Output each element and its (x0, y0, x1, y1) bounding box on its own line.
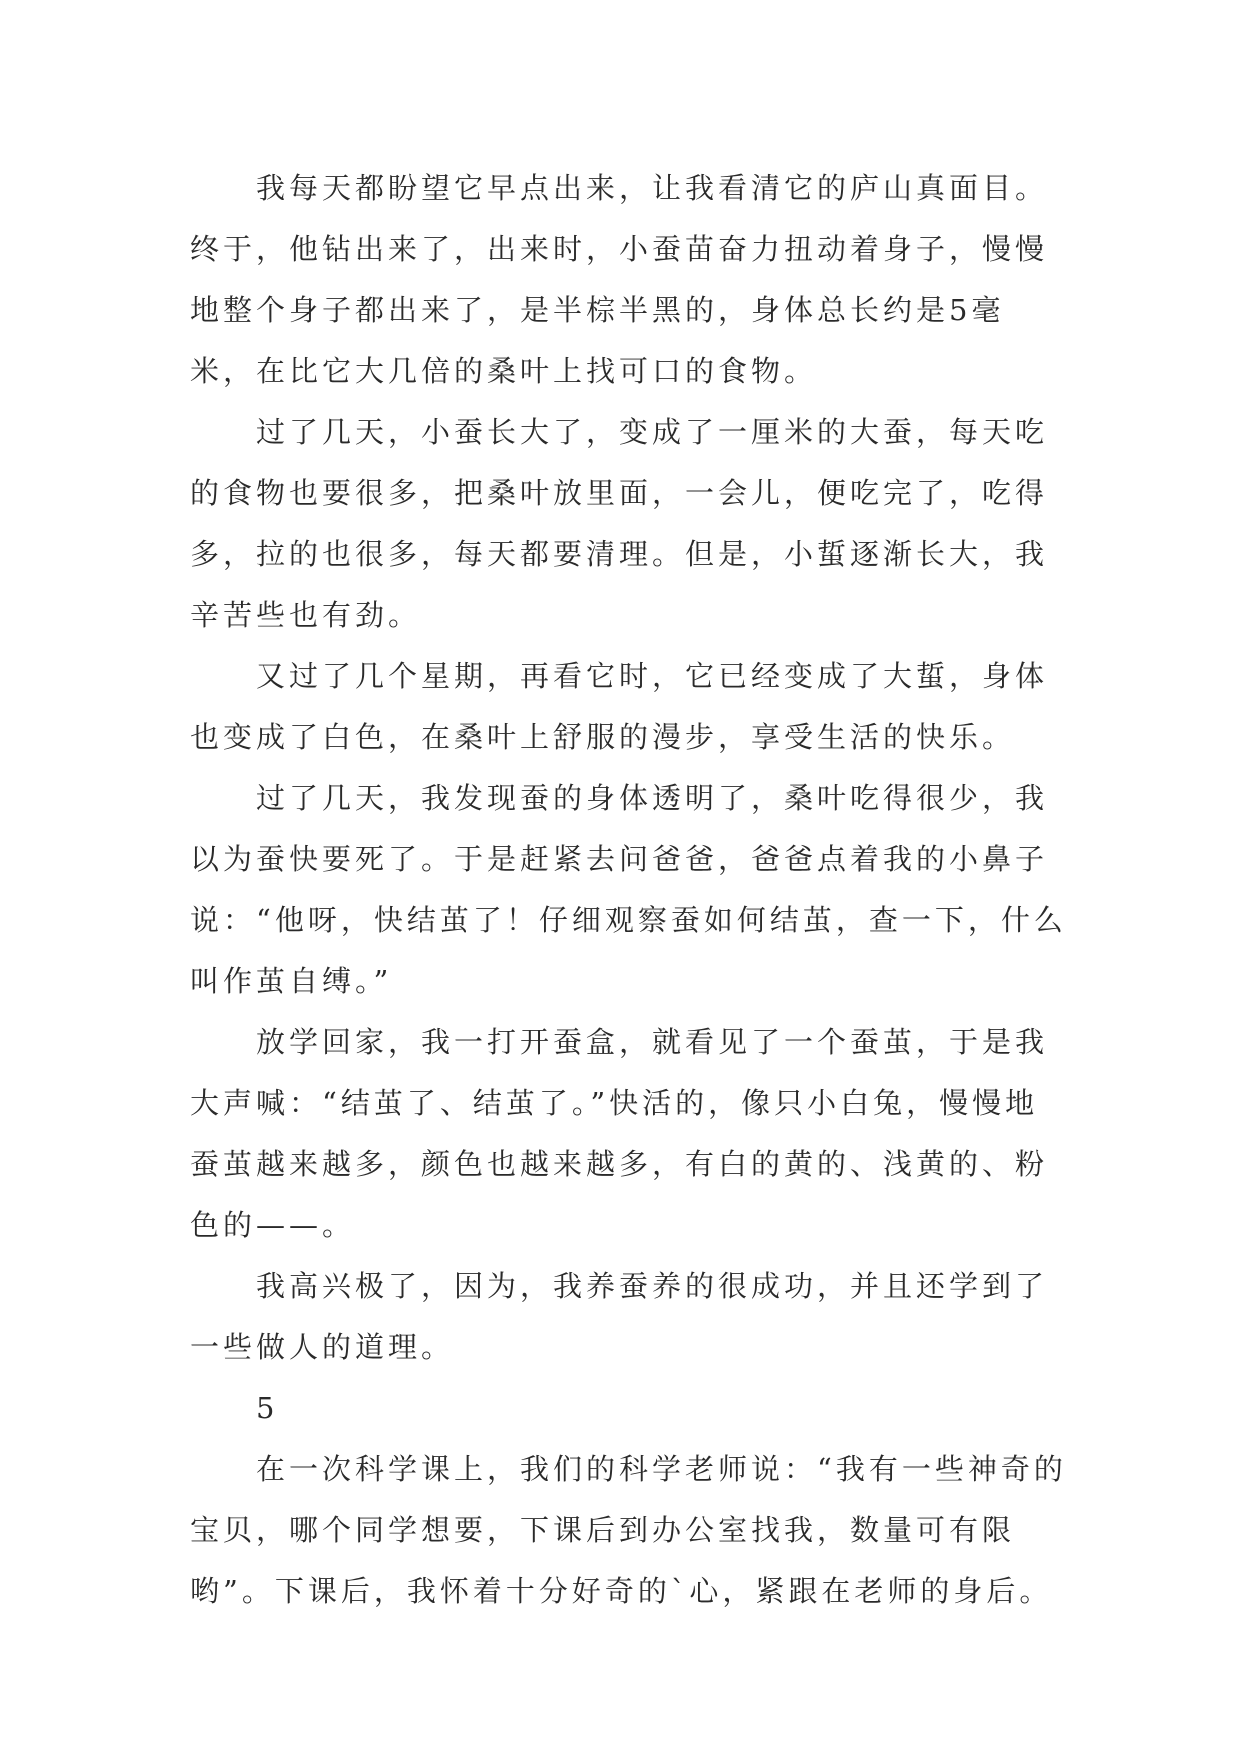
paragraph-4: 过了几天，我发现蚕的身体透明了，桑叶吃得很少，我以为蚕快要死了。于是赶紧去问爸爸，爸爸点着我的小鼻子说：“他呀，快结茧了！仔细观察蚕如何结茧，查一下，什么叫作茧自缚。” (190, 781, 1067, 998)
paragraph-5: 放学回家，我一打开蚕盒，就看见了一个蚕茧，于是我大声喊：“结茧了、结茧了。”快活的，像只小白兔，慢慢地蚕茧越来越多，颜色也越来越多，有白的黄的、浅黄的、粉色的——。 (190, 1025, 1049, 1242)
paragraph-2: 过了几天，小蚕长大了，变成了一厘米的大蚕，每天吃的食物也要很多，把桑叶放里面，一会儿，便吃完了，吃得多，拉的也很多，每天都要清理。但是，小蜇逐渐长大，我辛苦些也有劲。 (190, 415, 1049, 632)
paragraph-3: 又过了几个星期，再看它时，它已经变成了大蜇，身体也变成了白色，在桑叶上舒服的漫步，享受生活的快乐。 (190, 659, 1049, 754)
section-number: 5 (256, 1391, 279, 1425)
paragraph-7: 在一次科学课上，我们的科学老师说：“我有一些神奇的宝贝，哪个同学想要，下课后到办公室找我，数量可有限哟”。下课后，我怀着十分好奇的`心，紧跟在老师的身后。 (190, 1452, 1067, 1608)
paragraph-6: 我高兴极了，因为，我养蚕养的很成功，并且还学到了一些做人的道理。 (190, 1269, 1049, 1364)
paragraph-1: 我每天都盼望它早点出来，让我看清它的庐山真面目。终于，他钻出来了，出来时，小蚕苗奋力扭动着身子，慢慢地整个身子都出来了，是半棕半黑的，身体总长约是5毫米，在比它大几倍的桑叶上找可口的食物。 (190, 171, 1049, 388)
document-body (190, 158, 1070, 1622)
